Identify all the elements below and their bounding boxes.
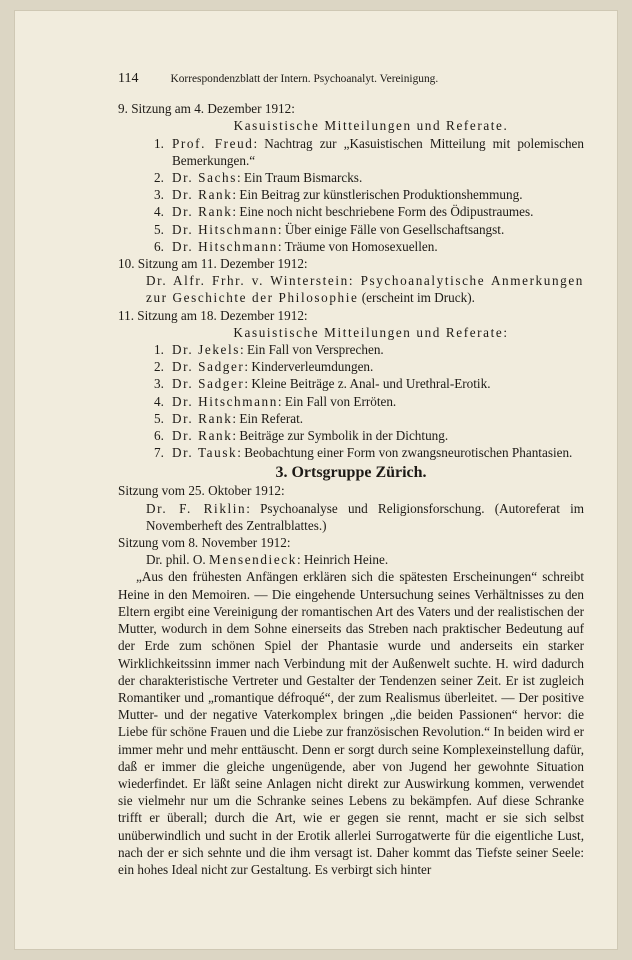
list-item (154, 375, 584, 392)
talk-title: : Kleine Beiträge z. Anal- und Urethral-Erotik. (244, 376, 491, 392)
item-number: 1. (154, 342, 164, 358)
talk-note: (erscheint im Druck). (358, 290, 475, 306)
list-item (154, 341, 584, 358)
list-item (154, 444, 584, 461)
speaker-name: Dr. Tausk (172, 445, 238, 461)
item-number: 1. (154, 135, 164, 151)
talk-title: : Über einige Fälle von Gesellschaftsangst. (277, 221, 505, 237)
session-10 (118, 255, 584, 307)
item-number: 6. (154, 428, 164, 444)
item-number: 4. (154, 204, 164, 220)
list-item (154, 135, 584, 169)
list-item (154, 410, 584, 427)
list-item (154, 358, 584, 375)
item-number: 4. (154, 393, 164, 409)
speaker-name: Mensendieck (209, 552, 297, 568)
speaker-name: Dr. Hitschmann (172, 221, 278, 237)
item-text (172, 186, 584, 203)
speaker-name: Dr. Rank (172, 204, 233, 220)
page-number: 114 (118, 71, 139, 86)
session-10-entry (146, 272, 584, 306)
item-number: 7. (154, 445, 164, 461)
item-text (172, 135, 584, 169)
list-item (154, 186, 584, 203)
speaker-name: Dr. Jekels (172, 342, 241, 358)
speaker-name: Dr. Hitschmann (172, 238, 278, 254)
page-content (118, 70, 584, 878)
talk-title: : Ein Fall von Erröten. (277, 393, 397, 409)
list-item (154, 221, 584, 238)
talk-title: : Ein Traum Bismarcks. (236, 170, 363, 186)
speaker-name: Dr. Sachs (172, 170, 237, 186)
item-number: 3. (154, 376, 164, 392)
item-text (172, 221, 584, 238)
item-text (172, 203, 584, 220)
item-text (172, 444, 584, 461)
talk-title: : Heinrich Heine. (296, 552, 389, 568)
item-number: 2. (154, 170, 164, 186)
session-9 (118, 100, 584, 255)
item-text (172, 238, 584, 255)
abstract-paragraph: „Aus den frühesten Anfängen erklären sich die spätesten Erscheinungen“ schreibt Heine in den Memoiren. — Die eingehende Untersuchung seines Verhältnisses zu den Eltern ergibt eine Vereinigung der romantischen Art des Vaters und der realistischen der Mutter, wodurch in dem Sohne einerseits das Streben nach praktischer Bedeutung auf der Erde zum schönen Spiel der Phantasie wurde und anderseits ein starker Wirklichkeitssinn immer nach Verbindung mit der Außenwelt suchte. H. wird dadurch der charakteristische Vertreter und Gestalter der Tendenzen seiner Zeit. Er ist zugleich Romantiker und „romantique défroqué“, der zum Realismus überleitet. — Der positive Mutter- und der negative Vaterkomplex bringen „die beiden Passionen“ hervor: die Liebe für schöne Frauen und die Liebe zur französischen Revolution.“ In beiden wird er immer mehr und mehr enttäuscht. Denn er sorgt durch seine Komplexeinstellung dafür, daß er immer die gleiche ungenügende, aber von Jugend her gewohnte Situation wiederfindet. Er läßt seine Anlagen nicht direkt zur Auswirkung kommen, verwendet sie vielmehr nur um die Schranke seines Lebens zu bekämpfen. Auf diese Schranke trifft er überall; durch die Art, wie er gegen sie rennt, macht er sie sich selbst unüberwindlich und sucht in der Erotik allerlei Surrogatwerte für die eigentliche Lust, nach der er sich sehnte und die ihm versagt ist. Daher kommt das Tiefste seiner Seele: ein hohes Ideal nicht zur Gestaltung. Es verbirgt sich hinter (118, 569, 584, 877)
list-item (154, 169, 584, 186)
session-title: 11. Sitzung am 18. Dezember 1912: (118, 307, 308, 323)
item-text (172, 427, 584, 444)
speaker-name: Dr. Alfr. Frhr. v. Winterstein (146, 273, 349, 289)
item-number: 5. (154, 221, 164, 237)
item-number: 6. (154, 238, 164, 254)
zurich-session-2-entry (146, 551, 584, 568)
list-item (154, 427, 584, 444)
speaker-name: Dr. Sadger (172, 376, 245, 392)
session-11-list (118, 341, 584, 461)
speaker-name: Dr. Rank (172, 410, 233, 426)
speaker-prefix: Dr. phil. O. (146, 552, 210, 568)
item-text (172, 341, 584, 358)
talk-title: : Kinderverleumdungen. (244, 359, 374, 375)
session-title: 9. Sitzung am 4. Dezember 1912: (118, 101, 295, 117)
talk-title: : Ein Beitrag zur künstlerischen Produktionshemmung. (232, 187, 523, 203)
speaker-name: Dr. Sadger (172, 359, 245, 375)
item-number: 3. (154, 187, 164, 203)
session-9-list (118, 135, 584, 255)
talk-title: : Psychoanalyse und Religionsforschung. (Autoreferat im Novemberheft des Zentralblattes.) (146, 500, 584, 533)
speaker-name: Dr. Rank (172, 187, 233, 203)
speaker-name: Prof. Freud (172, 135, 254, 151)
item-text (172, 410, 584, 427)
item-text (172, 375, 584, 392)
talk-title: : Nachtrag zur „Kasuistischen Mitteilung mit polemischen Bemerkungen.“ (172, 135, 584, 168)
item-number: 5. (154, 410, 164, 426)
talk-title: : Eine noch nicht beschriebene Form des Ödipustraumes. (232, 204, 534, 220)
section-title-zurich: 3. Ortsgruppe Zürich. (275, 464, 427, 482)
talk-title: : Beiträge zur Symbolik in der Dichtung. (232, 428, 449, 444)
item-number: 2. (154, 359, 164, 375)
speaker-name: Dr. F. Riklin (146, 500, 247, 516)
item-text (172, 393, 584, 410)
talk-title: : Beobachtung einer Form von zwangsneurotischen Phantasien. (237, 445, 573, 461)
item-text (172, 358, 584, 375)
zurich-session-1-entry (146, 500, 584, 534)
session-11 (118, 307, 584, 462)
section-heading: Kasuistische Mitteilungen und Referate: (233, 324, 509, 340)
zurich-session-1-title: Sitzung vom 25. Oktober 1912: (118, 483, 285, 499)
document-page (14, 10, 618, 950)
zurich-session-2-title: Sitzung vom 8. November 1912: (118, 535, 291, 551)
section-heading: Kasuistische Mitteilungen und Referate. (233, 118, 509, 134)
list-item (154, 393, 584, 410)
talk-title: : Ein Fall von Versprechen. (240, 342, 384, 358)
talk-title: : Psychoanalytische Anmerkungen zur Geschichte der Philosophie (146, 273, 584, 306)
running-header (118, 70, 584, 88)
session-title: 10. Sitzung am 11. Dezember 1912: (118, 256, 308, 272)
talk-title: : Ein Referat. (232, 410, 304, 426)
speaker-name: Dr. Rank (172, 428, 233, 444)
list-item (154, 203, 584, 220)
list-item (154, 238, 584, 255)
talk-title: : Träume von Homosexuellen. (277, 238, 438, 254)
running-title: Korrespondenzblatt der Intern. Psychoanalyt. Vereinigung. (170, 73, 439, 85)
speaker-name: Dr. Hitschmann (172, 393, 278, 409)
item-text (172, 169, 584, 186)
